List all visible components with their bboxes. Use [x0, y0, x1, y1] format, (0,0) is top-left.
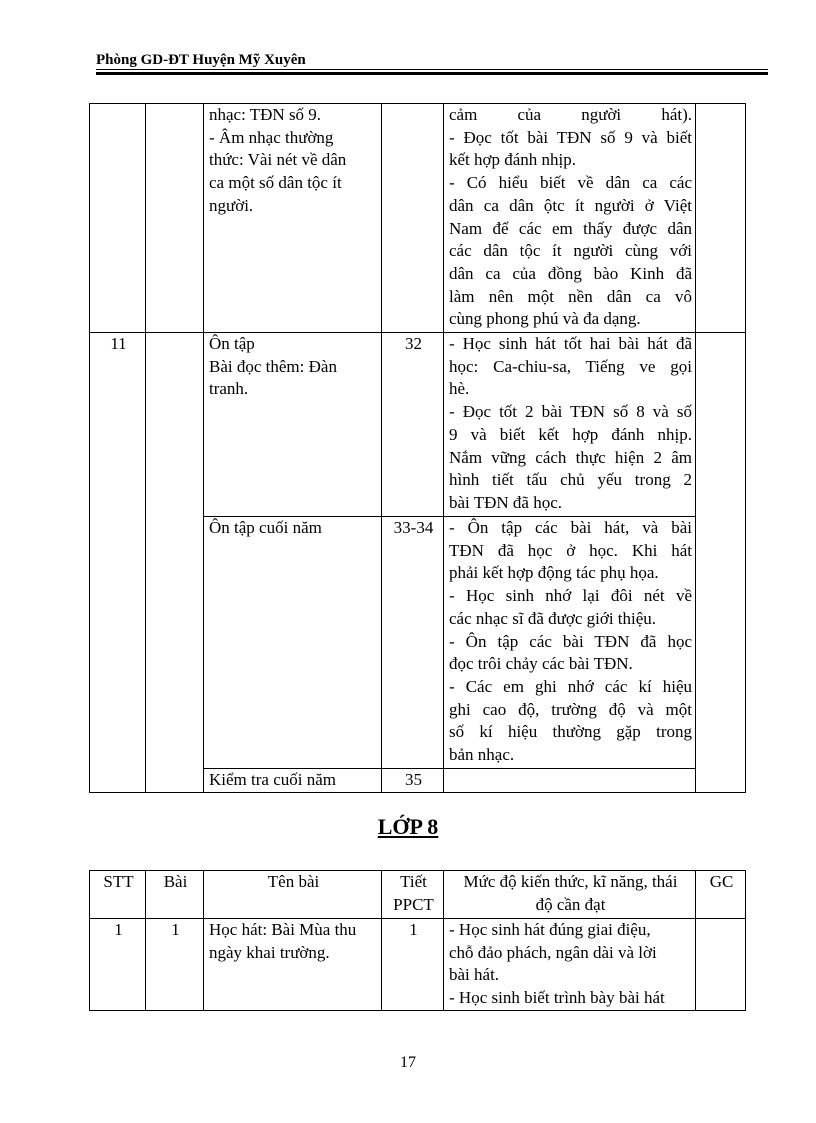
text-line: nhạc: TĐN số 9. — [209, 105, 322, 124]
lesson-cell — [146, 104, 204, 333]
text-line: - Đọc tốt 2 bài TĐN số 8 và số — [449, 402, 692, 422]
text-line: Mức độ kiến thức, kĩ năng, thái — [463, 872, 678, 891]
page-number: 17 — [400, 1054, 416, 1071]
lesson-cell — [146, 333, 204, 793]
header-rule-thick — [96, 72, 768, 75]
text-line: PPCT — [393, 894, 434, 914]
text-line: - Có hiểu biết về dân ca các — [449, 173, 692, 193]
text-line: tranh. — [209, 379, 249, 399]
text-line: Ôn tập — [209, 334, 255, 353]
table-header-row — [90, 871, 746, 919]
text-line: Học hát: Bài Mùa thu — [209, 920, 357, 939]
text-line: - Học sinh hát đúng giai điệu, — [449, 920, 651, 939]
text-line: Nam để các em thấy được dân — [449, 218, 692, 238]
text-line: ca một số dân tộc ít — [209, 173, 342, 193]
objective-cell — [444, 919, 696, 1011]
stt-cell: 11 — [90, 333, 146, 793]
text-line: các dân tộc ít người cùng với — [449, 241, 692, 261]
objective-cell — [444, 517, 696, 769]
lesson-name-cell — [204, 333, 382, 517]
text-line: bản nhạc. — [449, 745, 515, 765]
text-line: số kí hiệu thường gặp trong — [449, 722, 692, 742]
text-line: Bài đọc thêm: Đàn — [209, 356, 337, 376]
header-period — [382, 871, 444, 919]
period-cell: 32 — [382, 333, 444, 517]
objective-cell — [444, 769, 696, 793]
curriculum-table-grade-8 — [89, 870, 746, 1011]
text-line: cảm của người hát). — [449, 105, 692, 124]
text-line: bài TĐN đã học. — [449, 492, 562, 512]
header-name: Tên bài — [204, 871, 382, 919]
text-line: - Học sinh biết trình bày bài hát — [449, 988, 665, 1008]
grade-heading-text: LỚP 8 — [377, 814, 439, 839]
text-line: đọc trôi chảy các bài TĐN. — [449, 654, 633, 674]
text-line: cùng phong phú và đa dạng. — [449, 309, 641, 329]
text-line: - Đọc tốt bài TĐN số 9 và biết — [449, 127, 692, 147]
period-cell: 33-34 — [382, 517, 444, 769]
text-line: - Ôn tập các bài hát, và bài — [449, 518, 692, 537]
text-line: các nhạc sĩ đã được giới thiệu. — [449, 608, 657, 628]
text-line: người. — [209, 195, 254, 215]
text-line: - Học sinh hát tốt hai bài hát đã — [449, 334, 692, 353]
text-line: ngày khai trường. — [209, 942, 330, 962]
text-line: ghi cao độ, trường độ và một — [449, 699, 692, 719]
lesson-name-cell: Kiểm tra cuối năm — [204, 769, 382, 793]
objective-cell — [444, 333, 696, 517]
text-line: hè. — [449, 379, 470, 399]
header-rule-thin — [96, 69, 768, 70]
lesson-name-cell: Ôn tập cuối năm — [204, 517, 382, 769]
text-line: dân ca dân ộtc ít người ở Việt — [449, 195, 692, 215]
lesson-name-cell — [204, 919, 382, 1011]
text-line: kết hợp đánh nhịp. — [449, 150, 577, 170]
text-line: bài hát. — [449, 965, 500, 985]
table-row — [90, 104, 746, 333]
text-line: làm nên một nền dân ca vô — [449, 286, 692, 306]
text-line: - Ôn tập các bài TĐN đã học — [449, 631, 692, 651]
stt-cell — [90, 104, 146, 333]
stt-cell: 1 — [90, 919, 146, 1011]
text-line: độ cần đạt — [535, 894, 606, 914]
table-row — [90, 333, 746, 517]
text-line: thức: Vài nét về dân — [209, 150, 347, 170]
text-line: Tiết — [400, 872, 427, 891]
text-line: học: Ca-chiu-sa, Tiếng ve gọi — [449, 356, 692, 376]
period-cell: 1 — [382, 919, 444, 1011]
period-cell: 35 — [382, 769, 444, 793]
text-line: dân ca của đồng bào Kinh đã — [449, 263, 692, 283]
grade-heading — [0, 814, 816, 840]
header-notes: GC — [696, 871, 746, 919]
notes-cell — [696, 104, 746, 333]
lesson-cell: 1 — [146, 919, 204, 1011]
curriculum-table-continued — [89, 103, 746, 793]
notes-cell — [696, 919, 746, 1011]
lesson-name-cell — [204, 104, 382, 333]
objective-cell — [444, 104, 696, 333]
text-line: - Các em ghi nhớ các kí hiệu — [449, 676, 692, 696]
text-line: phải kết hợp động tác phụ họa. — [449, 563, 659, 583]
text-line: hình tiết tấu chủ yếu trong 2 — [449, 470, 692, 490]
text-line: Nắm vững cách thực hiện 2 âm — [449, 447, 692, 467]
header-stt: STT — [90, 871, 146, 919]
text-line: 9 và biết kết hợp đánh nhịp. — [449, 424, 692, 444]
page-header: Phòng GD-ĐT Huyện Mỹ Xuyên — [96, 52, 306, 68]
header-lesson: Bài — [146, 871, 204, 919]
text-line: - Âm nhạc thường — [209, 127, 334, 147]
text-line: TĐN đã học ở học. Khi hát — [449, 540, 692, 560]
table-row — [90, 919, 746, 1011]
period-cell — [382, 104, 444, 333]
text-line: chỗ đảo phách, ngân dài và lời — [449, 942, 657, 962]
text-line: - Học sinh nhớ lại đôi nét về — [449, 586, 692, 606]
header-objective — [444, 871, 696, 919]
notes-cell — [696, 333, 746, 793]
